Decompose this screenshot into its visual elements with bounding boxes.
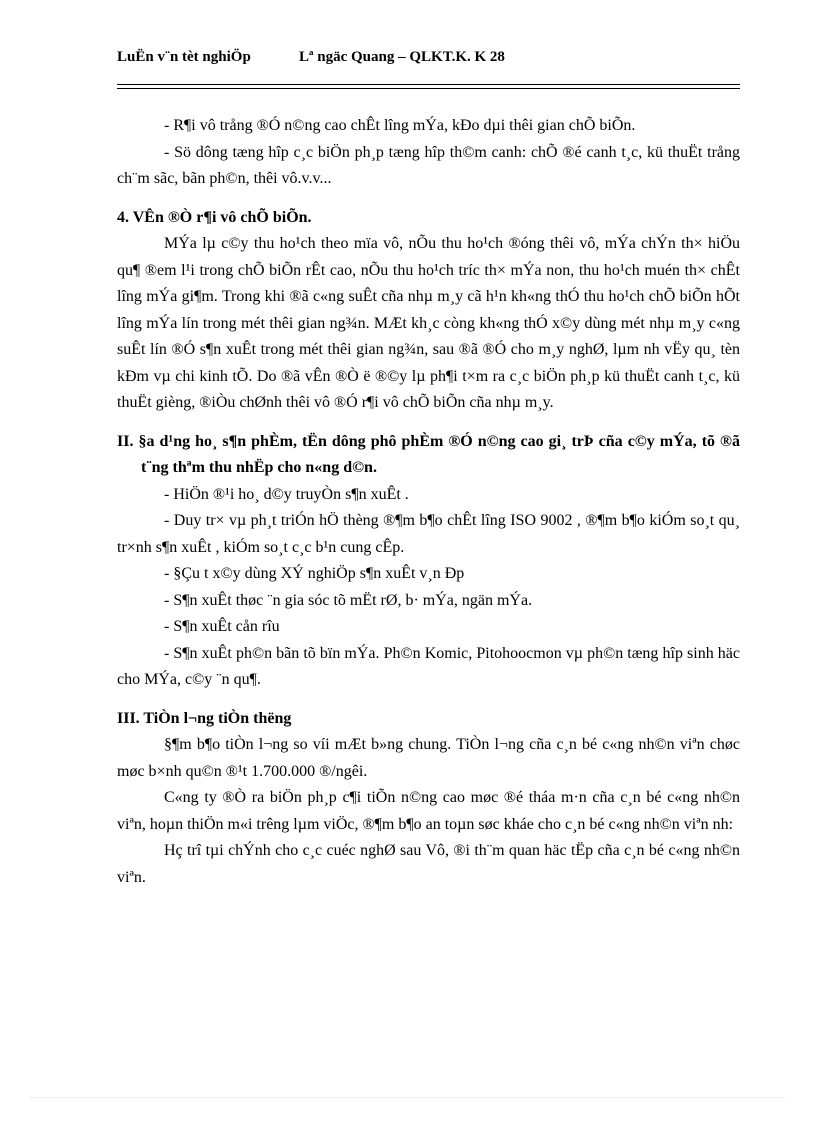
paragraph: §¶m b¶o tiÒn l¬ng so víi mÆt b»ng chung. TiÒn l¬ng cña c¸n bé c«ng nh©n viªn chøc møc b×nh qu©n ®¹t 1.700.000 ®/ngêi. [117, 736, 740, 780]
footer-dotted-line [30, 1097, 786, 1098]
paragraph: C«ng ty ®Ò ra biÖn ph¸p c¶i tiÕn n©ng cao møc ®é tháa m·n cña c¸n bé c«ng nh©n viªn, hoµn thiÖn m«i trêng lµm viÖc, ®¶m b¶o an toµn søc kháe cho c¸n bé c«ng nh©n viªn nh: [117, 789, 740, 833]
list-item: - §Çu t x©y dùng XÝ nghiÖp s¶n xuÊt v¸n Ðp [164, 565, 465, 582]
list-item: - S¶n xuÊt ph©n bãn tõ bïn mÝa. Ph©n Komic, Pitohoocmon vµ ph©n tæng hîp sinh häc cho MÝa, c©y ¨n qu¶. [117, 644, 740, 688]
header-rule-top [117, 84, 740, 85]
paragraph: MÝa lµ c©y thu ho¹ch theo mïa vô, nÕu thu ho¹ch ®óng thêi vô, mÝa chÝn th× hiÖu qu¶ ®em l¹i trong chÕ biÕn rÊt cao, nÕu thu ho¹ch tríc th× mÝa non, thu ho¹ch muén th× chÊt lîng mÝa gi¶m. Trong khi ®ã c«ng suÊt cña nhµ m¸y cã h¹n kh«ng thÓ thu ho¹ch chÕ biÕn hÕt lîng mÝa lín trong mét thêi gian ng¾n. MÆt kh¸c còng kh«ng thÓ x©y dùng mét nhµ m¸y c«ng suÊt lín ®Ó s¶n xuÊt trong mét thêi gian ng¾n, sau ®ã ®Ó cho m¸y nghØ, lµm nh vËy qu¸ tèn kÐm vµ chi kinh tÕ. Do ®ã vÊn ®Ò ë ®©y lµ ph¶i t×m ra c¸c biÖn ph¸p kü thuËt canh t¸c, kü thuËt gièng, ®iÒu chØnh thêi vô ®Ó r¶i vô chÕ biÕn cña nhµ m¸y. [117, 235, 740, 411]
list-item: - Duy tr× vµ ph¸t triÓn hÖ thèng ®¶m b¶o chÊt lîng ISO 9002 , ®¶m b¶o kiÓm so¸t qu¸ tr×nh s¶n xuÊt , kiÓm so¸t c¸c b¹n cung cÊp. [117, 512, 740, 556]
section-heading-iii: III. TiÒn l¬ng tiÒn thëng [117, 709, 292, 727]
list-item: - HiÖn ®¹i ho¸ d©y truyÒn s¶n xuÊt . [164, 485, 409, 503]
section-heading-4: 4. VÊn ®Ò r¶i vô chÕ biÕn. [117, 208, 312, 226]
header-rule-bottom [117, 88, 740, 89]
list-item: - S¶n xuÊt cån rîu [164, 618, 280, 635]
paragraph: - R¶i vô trång ®Ó n©ng cao chÊt lîng mÝa, kÐo dµi thêi gian chÕ biÕn. [164, 117, 636, 134]
paragraph: - Sö dông tæng hîp c¸c biÖn ph¸p tæng hîp th©m canh: chÕ ®é canh t¸c, kü thuËt trång ch¨m sãc, bãn ph©n, thêi vô.v.v... [117, 143, 740, 187]
list-item: - S¶n xuÊt thøc ¨n gia sóc tõ mËt rØ, b· mÝa, ngän mÝa. [164, 591, 533, 609]
header-author: Lª ngäc Quang – QLKT.K. K 28 [299, 49, 505, 65]
header-thesis-title: LuËn v¨n tèt nghiÖp [117, 49, 251, 65]
section-heading-ii: II. §a d¹ng ho¸ s¶n phÈm, tËn dông phô phÈm ®Ó n©ng cao gi¸ trÞ cña c©y mÝa, tõ ®ã t¨ng thªm thu nhËp cho n«ng d©n. [117, 432, 740, 476]
paragraph: Hç trî tµi chÝnh cho c¸c cuéc nghØ sau Vô, ®i th¨m quan häc tËp cña c¸n bé c«ng nh©n viªn. [117, 842, 740, 886]
document-body [117, 113, 740, 891]
